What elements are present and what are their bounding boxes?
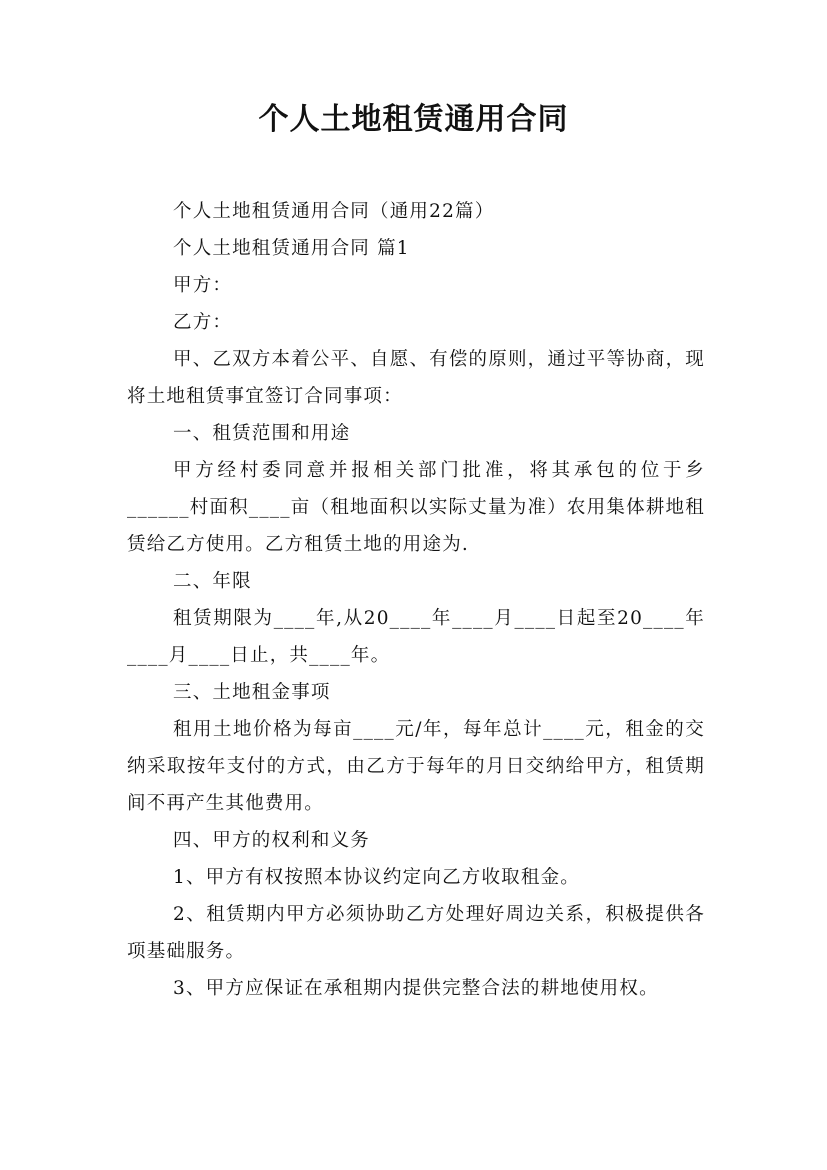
paragraph-preamble: 甲、乙双方本着公平、自愿、有偿的原则，通过平等协商，现将土地租赁事宜签订合同事项：: [127, 349, 705, 407]
section-heading-term: 二、年限: [173, 571, 252, 592]
document-title: 个人土地租赁通用合同: [258, 102, 569, 137]
paragraph-subtitle: 个人土地租赁通用合同（通用22篇）: [173, 201, 495, 222]
paragraph-party-a: 甲方：: [173, 275, 233, 296]
paragraph-chapter-heading: 个人土地租赁通用合同 篇1: [173, 238, 410, 259]
paragraph-term: 租赁期限为____年,从20____年____月____日起至20____年____月____日止，共____年。: [127, 608, 705, 666]
paragraph-clause-2: 2、租赁期内甲方必须协助乙方处理好周边关系，积极提供各项基础服务。: [127, 904, 705, 962]
document-body: [127, 193, 705, 1007]
paragraph-rent: 租用土地价格为每亩____元/年，每年总计____元，租金的交纳采取按年支付的方式，由乙方于每年的月日交纳给甲方，租赁期间不再产生其他费用。: [127, 719, 705, 814]
paragraph-clause-1: 1、甲方有权按照本协议约定向乙方收取租金。: [173, 867, 580, 888]
section-heading-scope: 一、租赁范围和用途: [173, 423, 351, 444]
section-heading-party-a-rights: 四、甲方的权利和义务: [173, 830, 371, 851]
section-heading-rent: 三、土地租金事项: [173, 682, 331, 703]
paragraph-party-b: 乙方：: [173, 312, 233, 333]
paragraph-clause-3: 3、甲方应保证在承租期内提供完整合法的耕地使用权。: [173, 978, 659, 999]
paragraph-scope: 甲方经村委同意并报相关部门批准，将其承包的位于乡______村面积____亩（租地面积以实际丈量为准）农用集体耕地租赁给乙方使用。乙方租赁土地的用途为.: [127, 460, 705, 555]
